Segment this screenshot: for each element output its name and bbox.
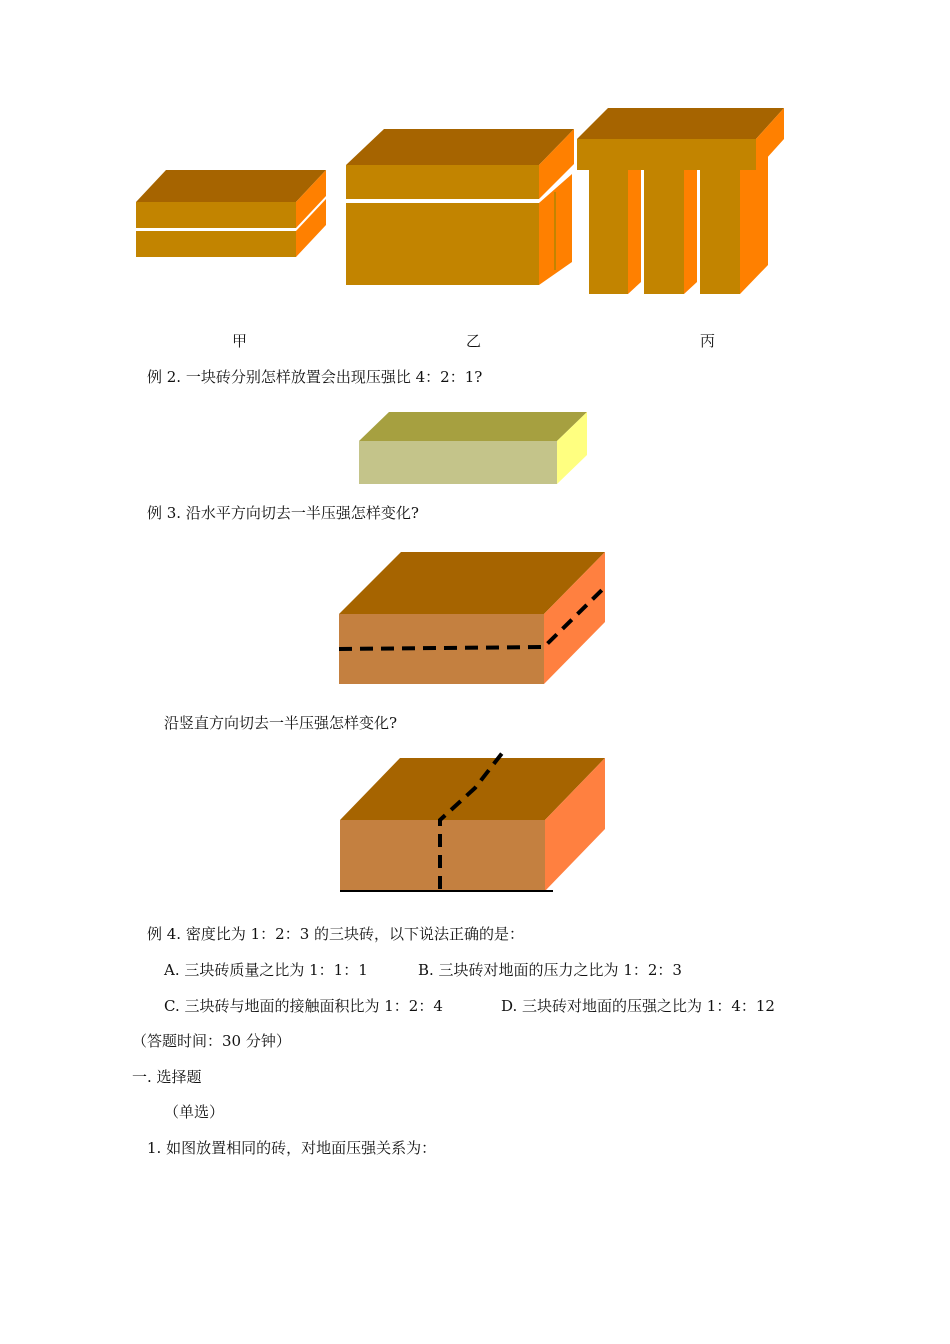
figure-single-brick [0,405,950,495]
example4-question: 例 4. 密度比为 1：2：3 的三块砖，以下说法正确的是： [147,925,525,943]
label-jia: 甲 [232,332,248,350]
example3-vertical-question: 沿竖直方向切去一半压强怎样变化? [164,714,398,732]
brick-stack-yi [346,129,574,285]
quiz-question-1: 1. 如图放置相同的砖，对地面压强关系为： [147,1139,437,1157]
brick-stack-bing [577,108,784,294]
figure-horizontal-cut [0,545,950,690]
example3-question: 例 3. 沿水平方向切去一半压强怎样变化? [147,504,419,522]
example2-question: 例 2. 一块砖分别怎样放置会出现压强比 4：2：1? [147,368,483,386]
label-bing: 丙 [700,332,716,350]
quiz-section-title: 一. 选择题 [132,1068,202,1086]
quiz-time: （答题时间：30 分钟） [132,1032,291,1050]
label-yi: 乙 [466,332,482,350]
quiz-subsection: （单选） [164,1103,225,1121]
figure-vertical-cut [0,748,950,898]
example4-option-d: D. 三块砖对地面的压强之比为 1：4：12 [501,997,775,1015]
figure-brick-arrangements [0,100,950,400]
brick-stack-jia [136,170,326,257]
example4-option-c: C. 三块砖与地面的接触面积比为 1：2：4 [164,997,443,1015]
example4-option-a: A. 三块砖质量之比为 1：1：1 [164,961,368,979]
example4-option-b: B. 三块砖对地面的压力之比为 1：2：3 [418,961,682,979]
